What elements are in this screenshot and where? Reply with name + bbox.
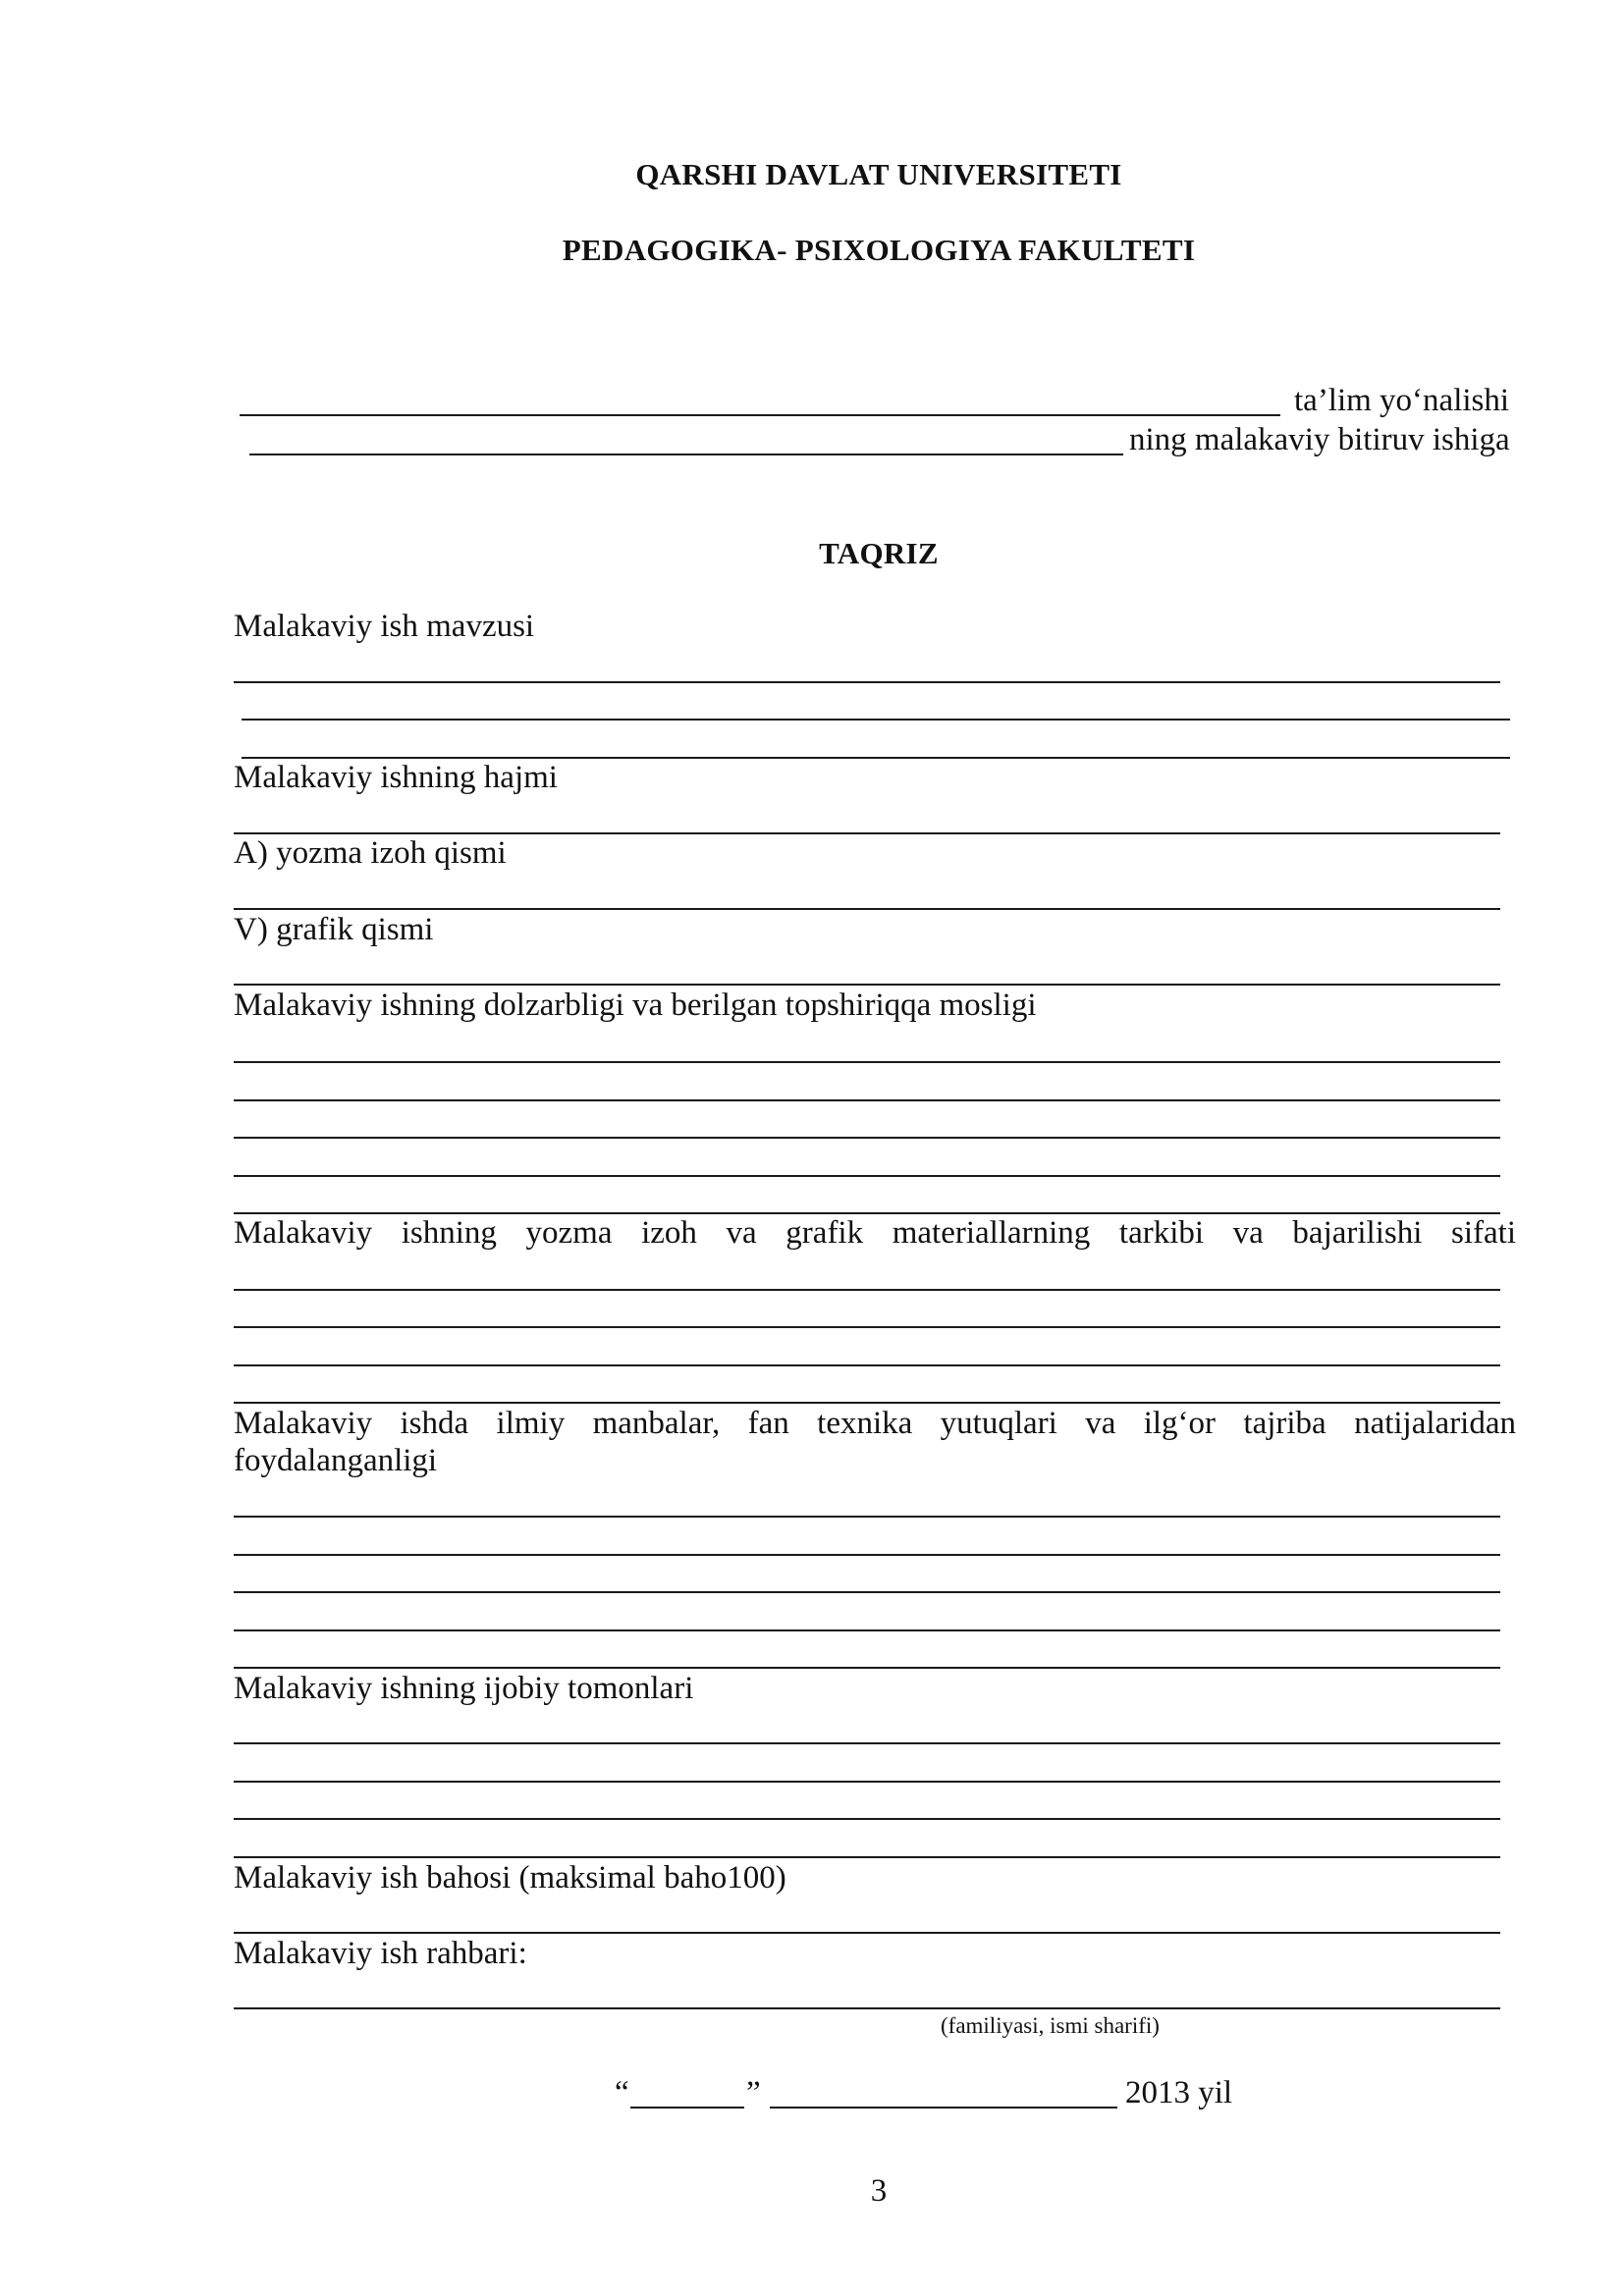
relevance-line-1[interactable]: [234, 1061, 1500, 1063]
relevance-label: Malakaviy ishning dolzarbligi va berilgan topshiriqqa mosligi: [234, 988, 1037, 1023]
positive-line-3[interactable]: [234, 1818, 1500, 1820]
sources-line-2[interactable]: [234, 1554, 1500, 1556]
date-month-blank[interactable]: [770, 2107, 1117, 2109]
sources-line-1[interactable]: [234, 1516, 1500, 1518]
relevance-line-4[interactable]: [234, 1175, 1500, 1177]
graphic-part-line[interactable]: [234, 984, 1500, 986]
positive-line-4[interactable]: [234, 1856, 1500, 1858]
page-number: 3: [870, 2173, 888, 2209]
topic-line-1[interactable]: [234, 681, 1500, 683]
student-blank-line[interactable]: [249, 454, 1123, 455]
positive-line-2[interactable]: [234, 1781, 1500, 1783]
positive-label: Malakaviy ishning ijobiy tomonlari: [234, 1671, 694, 1706]
signature-caption: (familiyasi, ismi sharifi): [941, 2013, 1160, 2038]
grade-line[interactable]: [234, 1932, 1500, 1934]
faculty-title: PEDAGOGIKA- PSIXOLOGIYA FAKULTETI: [562, 233, 1196, 267]
topic-line-3[interactable]: [242, 757, 1510, 759]
quality-line-3[interactable]: [234, 1364, 1500, 1366]
date-year: 2013 yil: [1125, 2075, 1233, 2110]
volume-label: Malakaviy ishning hajmi: [234, 760, 558, 795]
grade-label: Malakaviy ish bahosi (maksimal baho100): [234, 1860, 786, 1896]
thesis-suffix: ning malakaviy bitiruv ishiga: [1129, 422, 1510, 457]
sources-label-line2: foydalanganligi: [234, 1443, 438, 1478]
quality-line-1[interactable]: [234, 1289, 1500, 1291]
sources-label-line1: Malakaviy ishda ilmiy manbalar, fan texnika yutuqlari va ilg‘or tajriba natijalaridan: [234, 1406, 1516, 1441]
supervisor-line[interactable]: [234, 2007, 1500, 2009]
volume-line[interactable]: [234, 832, 1500, 834]
university-title: QARSHI DAVLAT UNIVERSITETI: [635, 157, 1122, 191]
relevance-line-5[interactable]: [234, 1212, 1500, 1214]
quality-line-4[interactable]: [234, 1402, 1500, 1404]
written-part-label: A) yozma izoh qismi: [234, 835, 507, 871]
date-quote-open: “: [615, 2075, 629, 2110]
direction-blank-line[interactable]: [240, 414, 1280, 416]
quality-line-2[interactable]: [234, 1326, 1500, 1328]
supervisor-label: Malakaviy ish rahbari:: [234, 1936, 527, 1971]
topic-label: Malakaviy ish mavzusi: [234, 609, 535, 644]
relevance-line-3[interactable]: [234, 1137, 1500, 1139]
topic-line-2[interactable]: [242, 719, 1510, 721]
sources-line-3[interactable]: [234, 1591, 1500, 1593]
sources-line-4[interactable]: [234, 1629, 1500, 1631]
relevance-line-2[interactable]: [234, 1099, 1500, 1101]
date-quote-close: ”: [746, 2075, 761, 2110]
direction-suffix: ta’lim yo‘nalishi: [1294, 383, 1510, 418]
date-day-blank[interactable]: [630, 2107, 744, 2109]
graphic-part-label: V) grafik qismi: [234, 912, 434, 947]
quality-label: Malakaviy ishning yozma izoh va grafik materiallarning tarkibi va bajarilishi sifati: [234, 1215, 1516, 1251]
written-part-line[interactable]: [234, 908, 1500, 910]
sources-line-5[interactable]: [234, 1667, 1500, 1669]
positive-line-1[interactable]: [234, 1742, 1500, 1744]
review-title: TAQRIZ: [819, 536, 939, 570]
